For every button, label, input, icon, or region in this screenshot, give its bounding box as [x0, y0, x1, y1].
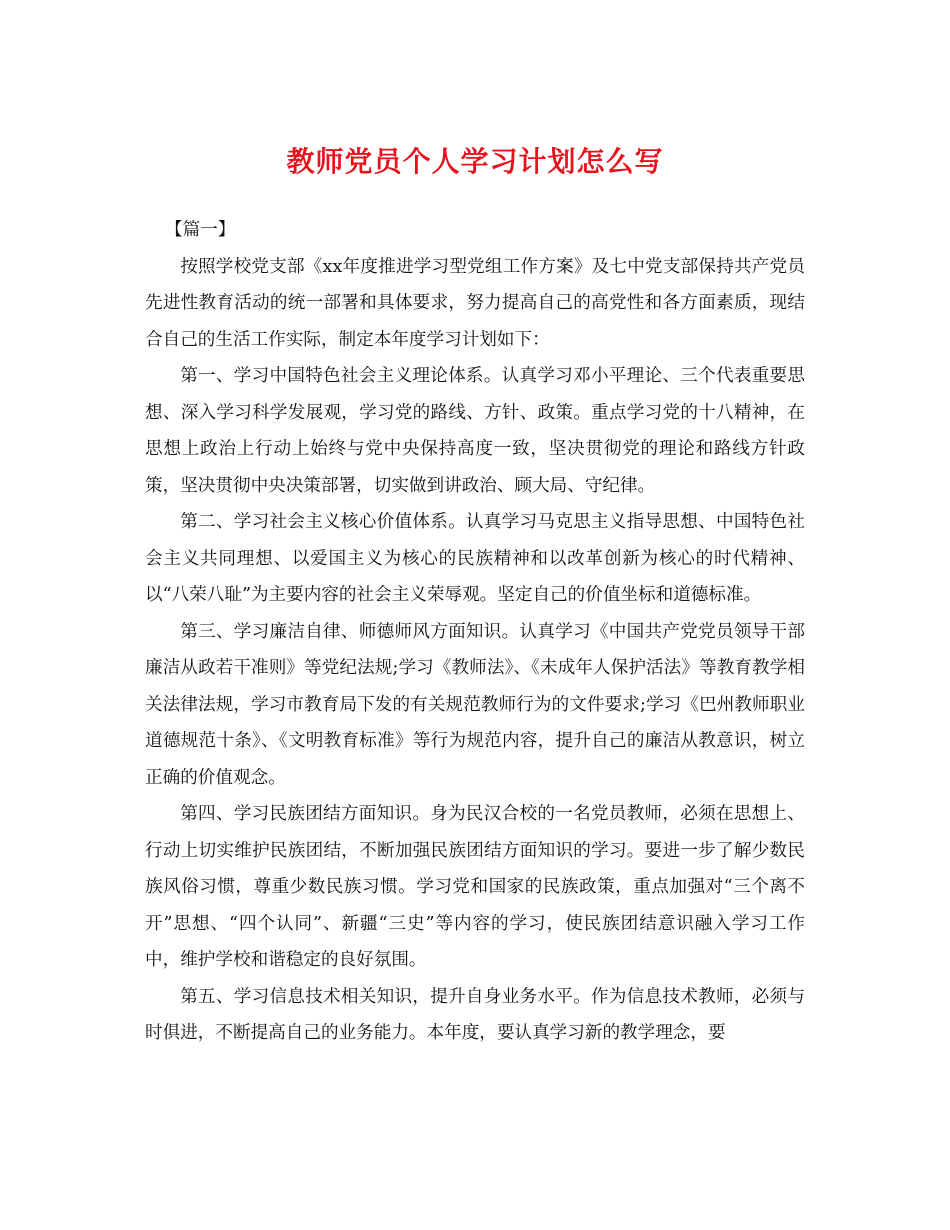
paragraph-first: 第一、学习中国特色社会主义理论体系。认真学习邓小平理论、三个代表重要思想、深入学习科学发展观，学习党的路线、方针、政策。重点学习党的十八精神，在思想上政治上行动上始终与党中央保持高度一致，坚决贯彻党的理论和路线方针政策，坚决贯彻中央决策部署，切实做到讲政治、顾大局、守纪律。 [145, 366, 805, 496]
document-body [145, 212, 805, 1052]
paragraph-fifth: 第五、学习信息技术相关知识，提升自身业务水平。作为信息技术教师，必须与时俱进，不断提高自己的业务能力。本年度，要认真学习新的教学理念，要 [145, 986, 805, 1043]
paragraph-fourth: 第四、学习民族团结方面知识。身为民汉合校的一名党员教师，必须在思想上、行动上切实维护民族团结，不断加强民族团结方面知识的学习。要进一步了解少数民族风俗习惯，尊重少数民族习惯。学习党和国家的民族政策，重点加强对“三个离不开”思想、“四个认同”、新疆“三史”等内容的学习，使民族团结意识融入学习工作中，维护学校和谐稳定的良好氛围。 [145, 804, 805, 970]
paragraph-intro: 按照学校党支部《xx年度推进学习型党组工作方案》及七中党支部保持共产党员先进性教育活动的统一部署和具体要求，努力提高自己的高党性和各方面素质，现结合自己的生活工作实际，制定本年度学习计划如下： [145, 256, 805, 350]
paragraph-third: 第三、学习廉洁自律、师德师风方面知识。认真学习《中国共产党党员领导干部廉洁从政若干准则》等党纪法规;学习《教师法》、《未成年人保护活法》等教育教学相关法律法规，学习市教育局下发的有关规范教师行为的文件要求;学习《巴州教师职业道德规范十条》、《文明教育标准》等行为规范内容，提升自己的廉洁从教意识，树立正确的价值观念。 [145, 621, 805, 788]
paragraph-second: 第二、学习社会主义核心价值体系。认真学习马克思主义指导思想、中国特色社会主义共同理想、以爱国主义为核心的民族精神和以改革创新为核心的时代精神、以“八荣八耻”为主要内容的社会主义荣辱观。坚定自己的价值坐标和道德标准。 [145, 512, 805, 605]
document-title: 教师党员个人学习计划怎么写 [286, 145, 664, 178]
section-label: 【篇一】 [165, 220, 236, 240]
